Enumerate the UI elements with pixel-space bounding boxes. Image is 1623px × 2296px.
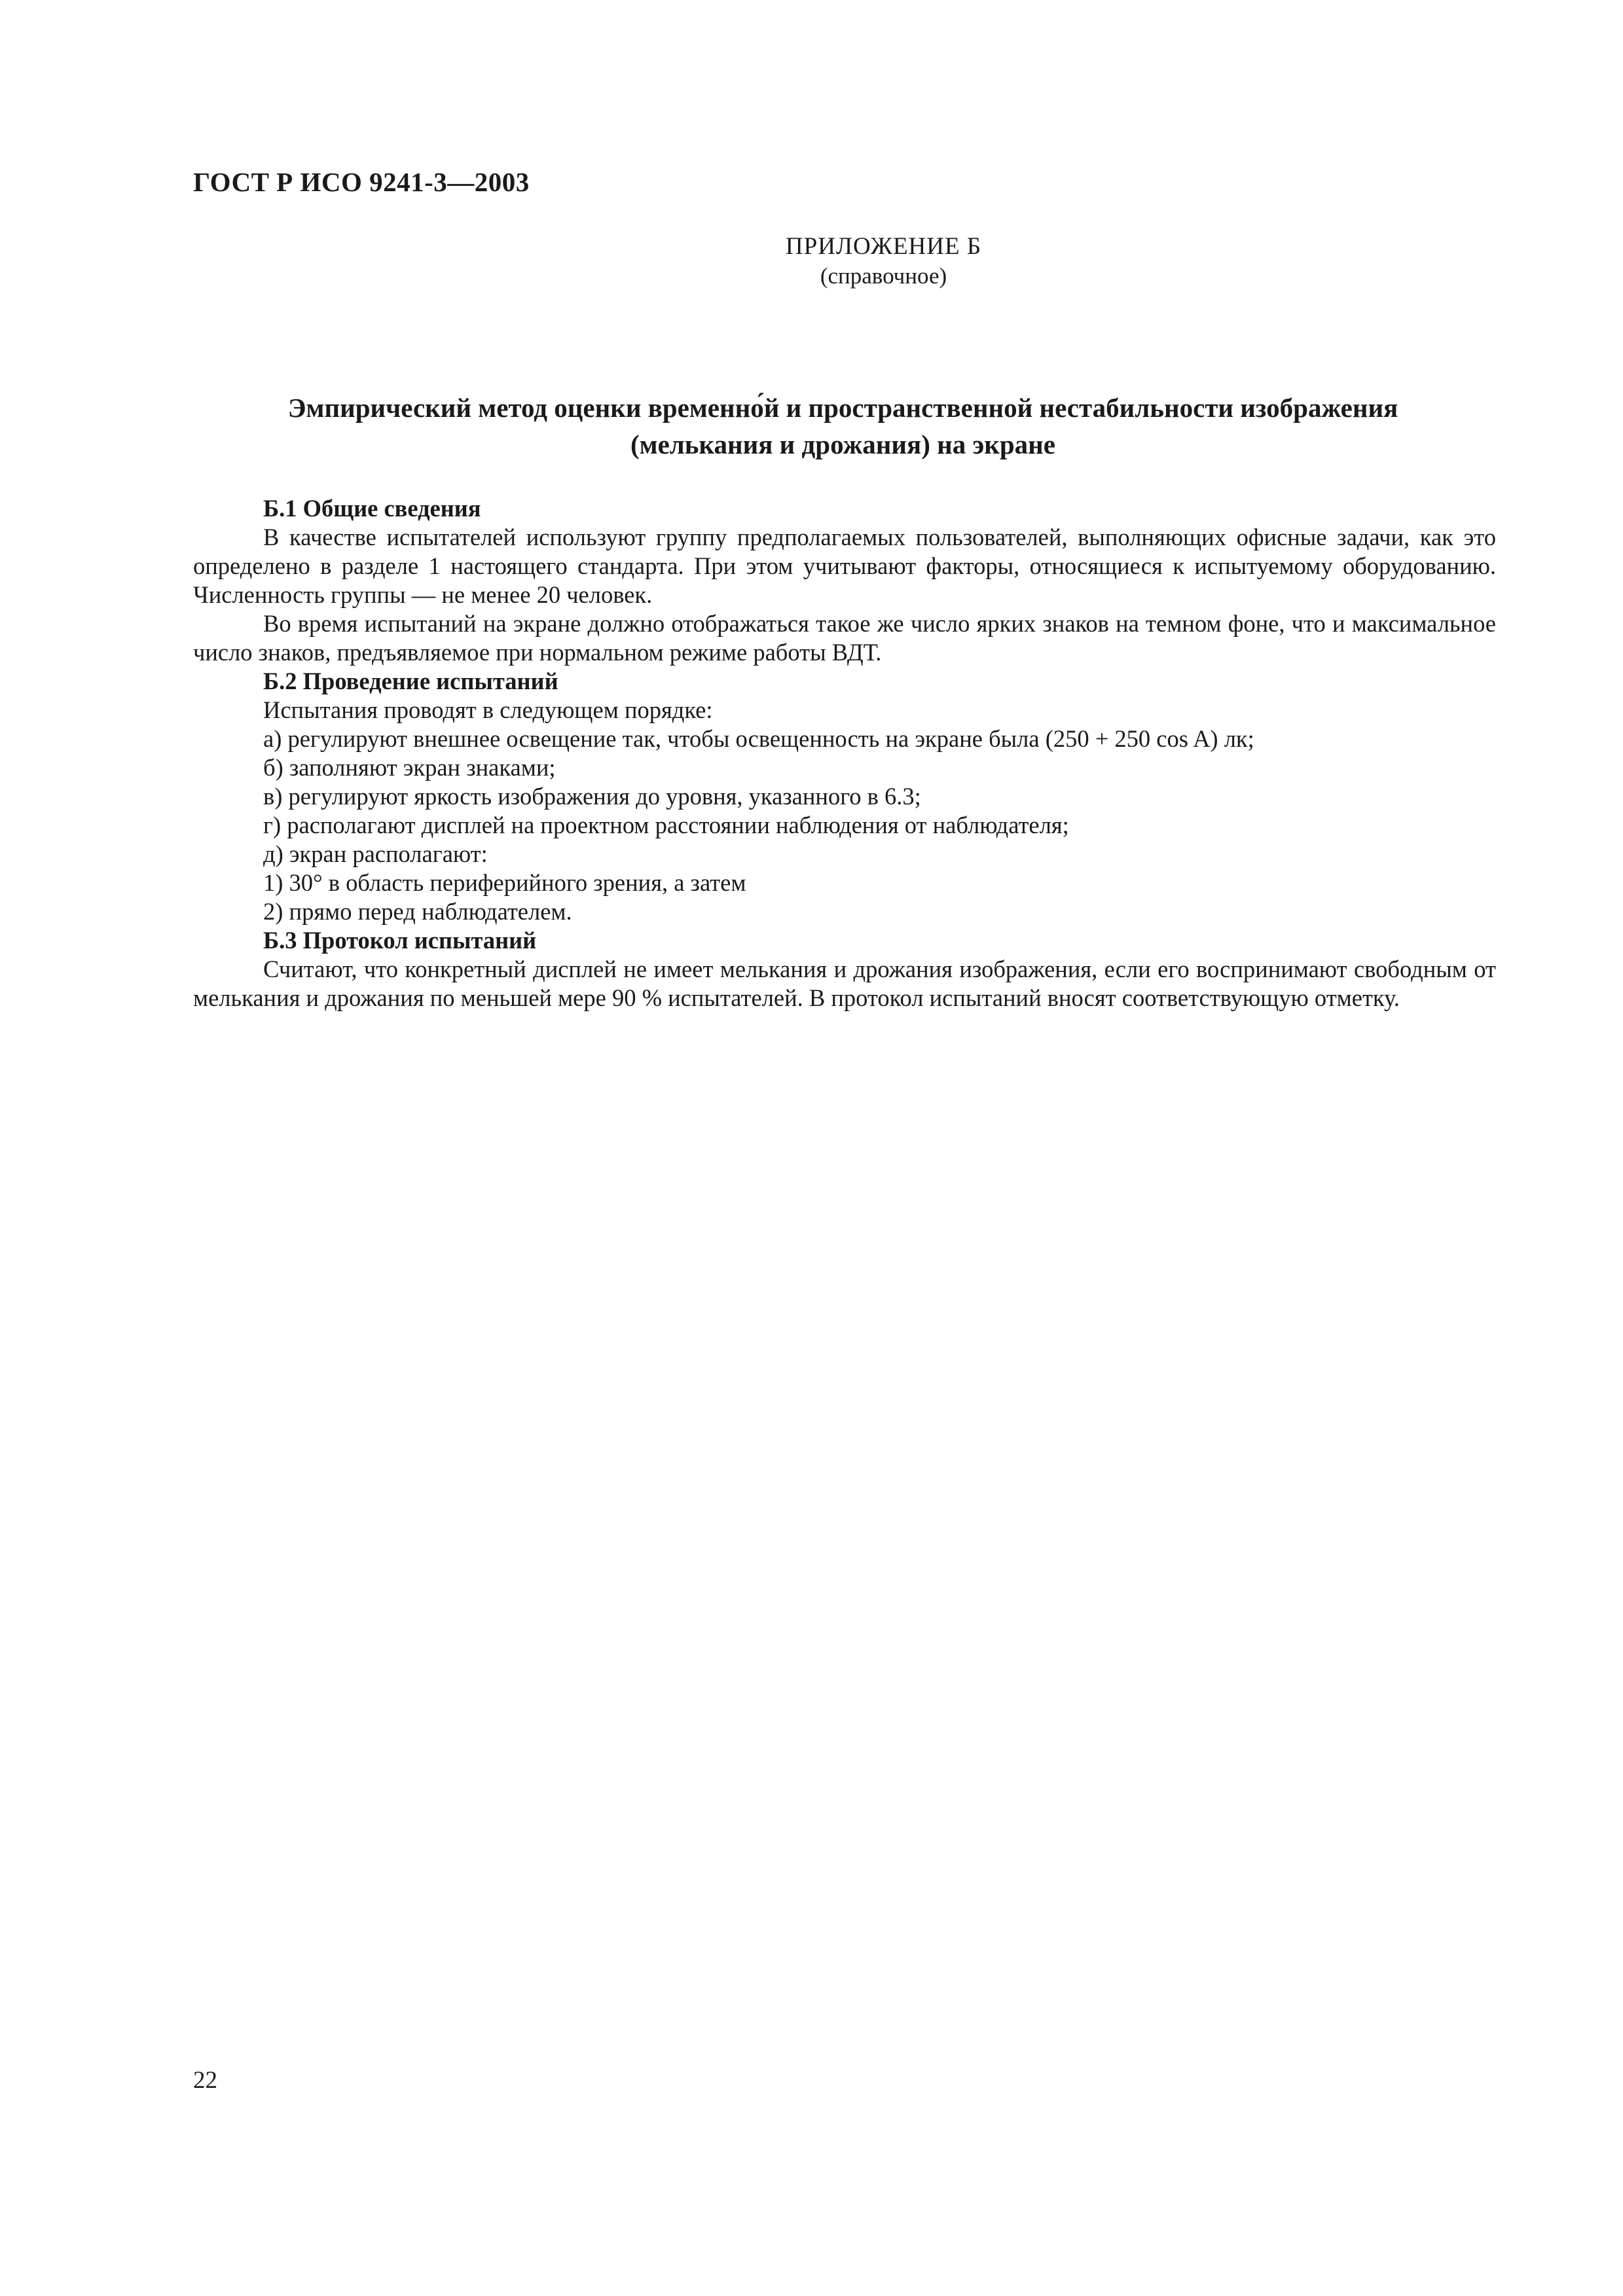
appendix-status: (справочное) bbox=[820, 263, 947, 289]
list-item-g: г) располагают дисплей на проектном расстоянии наблюдения от наблюдателя; bbox=[263, 812, 1069, 838]
list-item-d-1: 1) 30° в область периферийного зрения, а затем bbox=[263, 869, 746, 896]
appendix-label: ПРИЛОЖЕНИЕ Б bbox=[785, 233, 982, 260]
list-item-d-2: 2) прямо перед наблюдателем. bbox=[263, 898, 572, 925]
paragraph-b2-intro: Испытания проводят в следующем порядке: bbox=[263, 696, 713, 723]
list-item-v: в) регулируют яркость изображения до уровня, указанного в 6.3; bbox=[263, 783, 921, 810]
page-number: 22 bbox=[193, 2067, 217, 2094]
list-item-b: б) заполняют экран знаками; bbox=[263, 754, 556, 781]
paragraph-b1-1: В качестве испытателей используют группу предполагаемых пользователей, выполняющих офисные задачи, как это определено в разделе 1 настоящего стандарта. При этом учитывают факторы, относящиеся к испытуемому оборудованию. Численность группы — не менее 20 человек. bbox=[193, 524, 1496, 608]
main-title-line-2: (мелькания и дрожания) на экране bbox=[630, 429, 1055, 459]
appendix-main-title bbox=[193, 389, 1493, 463]
standard-code-header: ГОСТ Р ИСО 9241-3—2003 bbox=[193, 167, 530, 197]
section-heading-b2: Б.2 Проведение испытаний bbox=[263, 668, 558, 694]
list-item-d: д) экран располагают: bbox=[263, 840, 488, 867]
paragraph-b1-2: Во время испытаний на экране должно отображаться такое же число ярких знаков на темном фоне, что и максимальное число знаков, предъявляемое при нормальном режиме работы ВДТ. bbox=[193, 610, 1496, 666]
section-heading-b1: Б.1 Общие сведения bbox=[263, 495, 481, 522]
section-heading-b3: Б.3 Протокол испытаний bbox=[263, 927, 537, 954]
list-item-a: а) регулируют внешнее освещение так, чтобы освещенность на экране была (250 + 250 cos A) лк; bbox=[263, 725, 1254, 752]
main-title-line-1: Эмпирический метод оценки временно́й и пространственной нестабильности изображения bbox=[287, 393, 1398, 423]
paragraph-b3-1: Считают, что конкретный дисплей не имеет мелькания и дрожания изображения, если его воспринимают свободным от мелькания и дрожания по меньшей мере 90 % испытателей. В протокол испытаний вносят соответствующую отметку. bbox=[193, 956, 1496, 1011]
appendix-body bbox=[193, 494, 1496, 1013]
